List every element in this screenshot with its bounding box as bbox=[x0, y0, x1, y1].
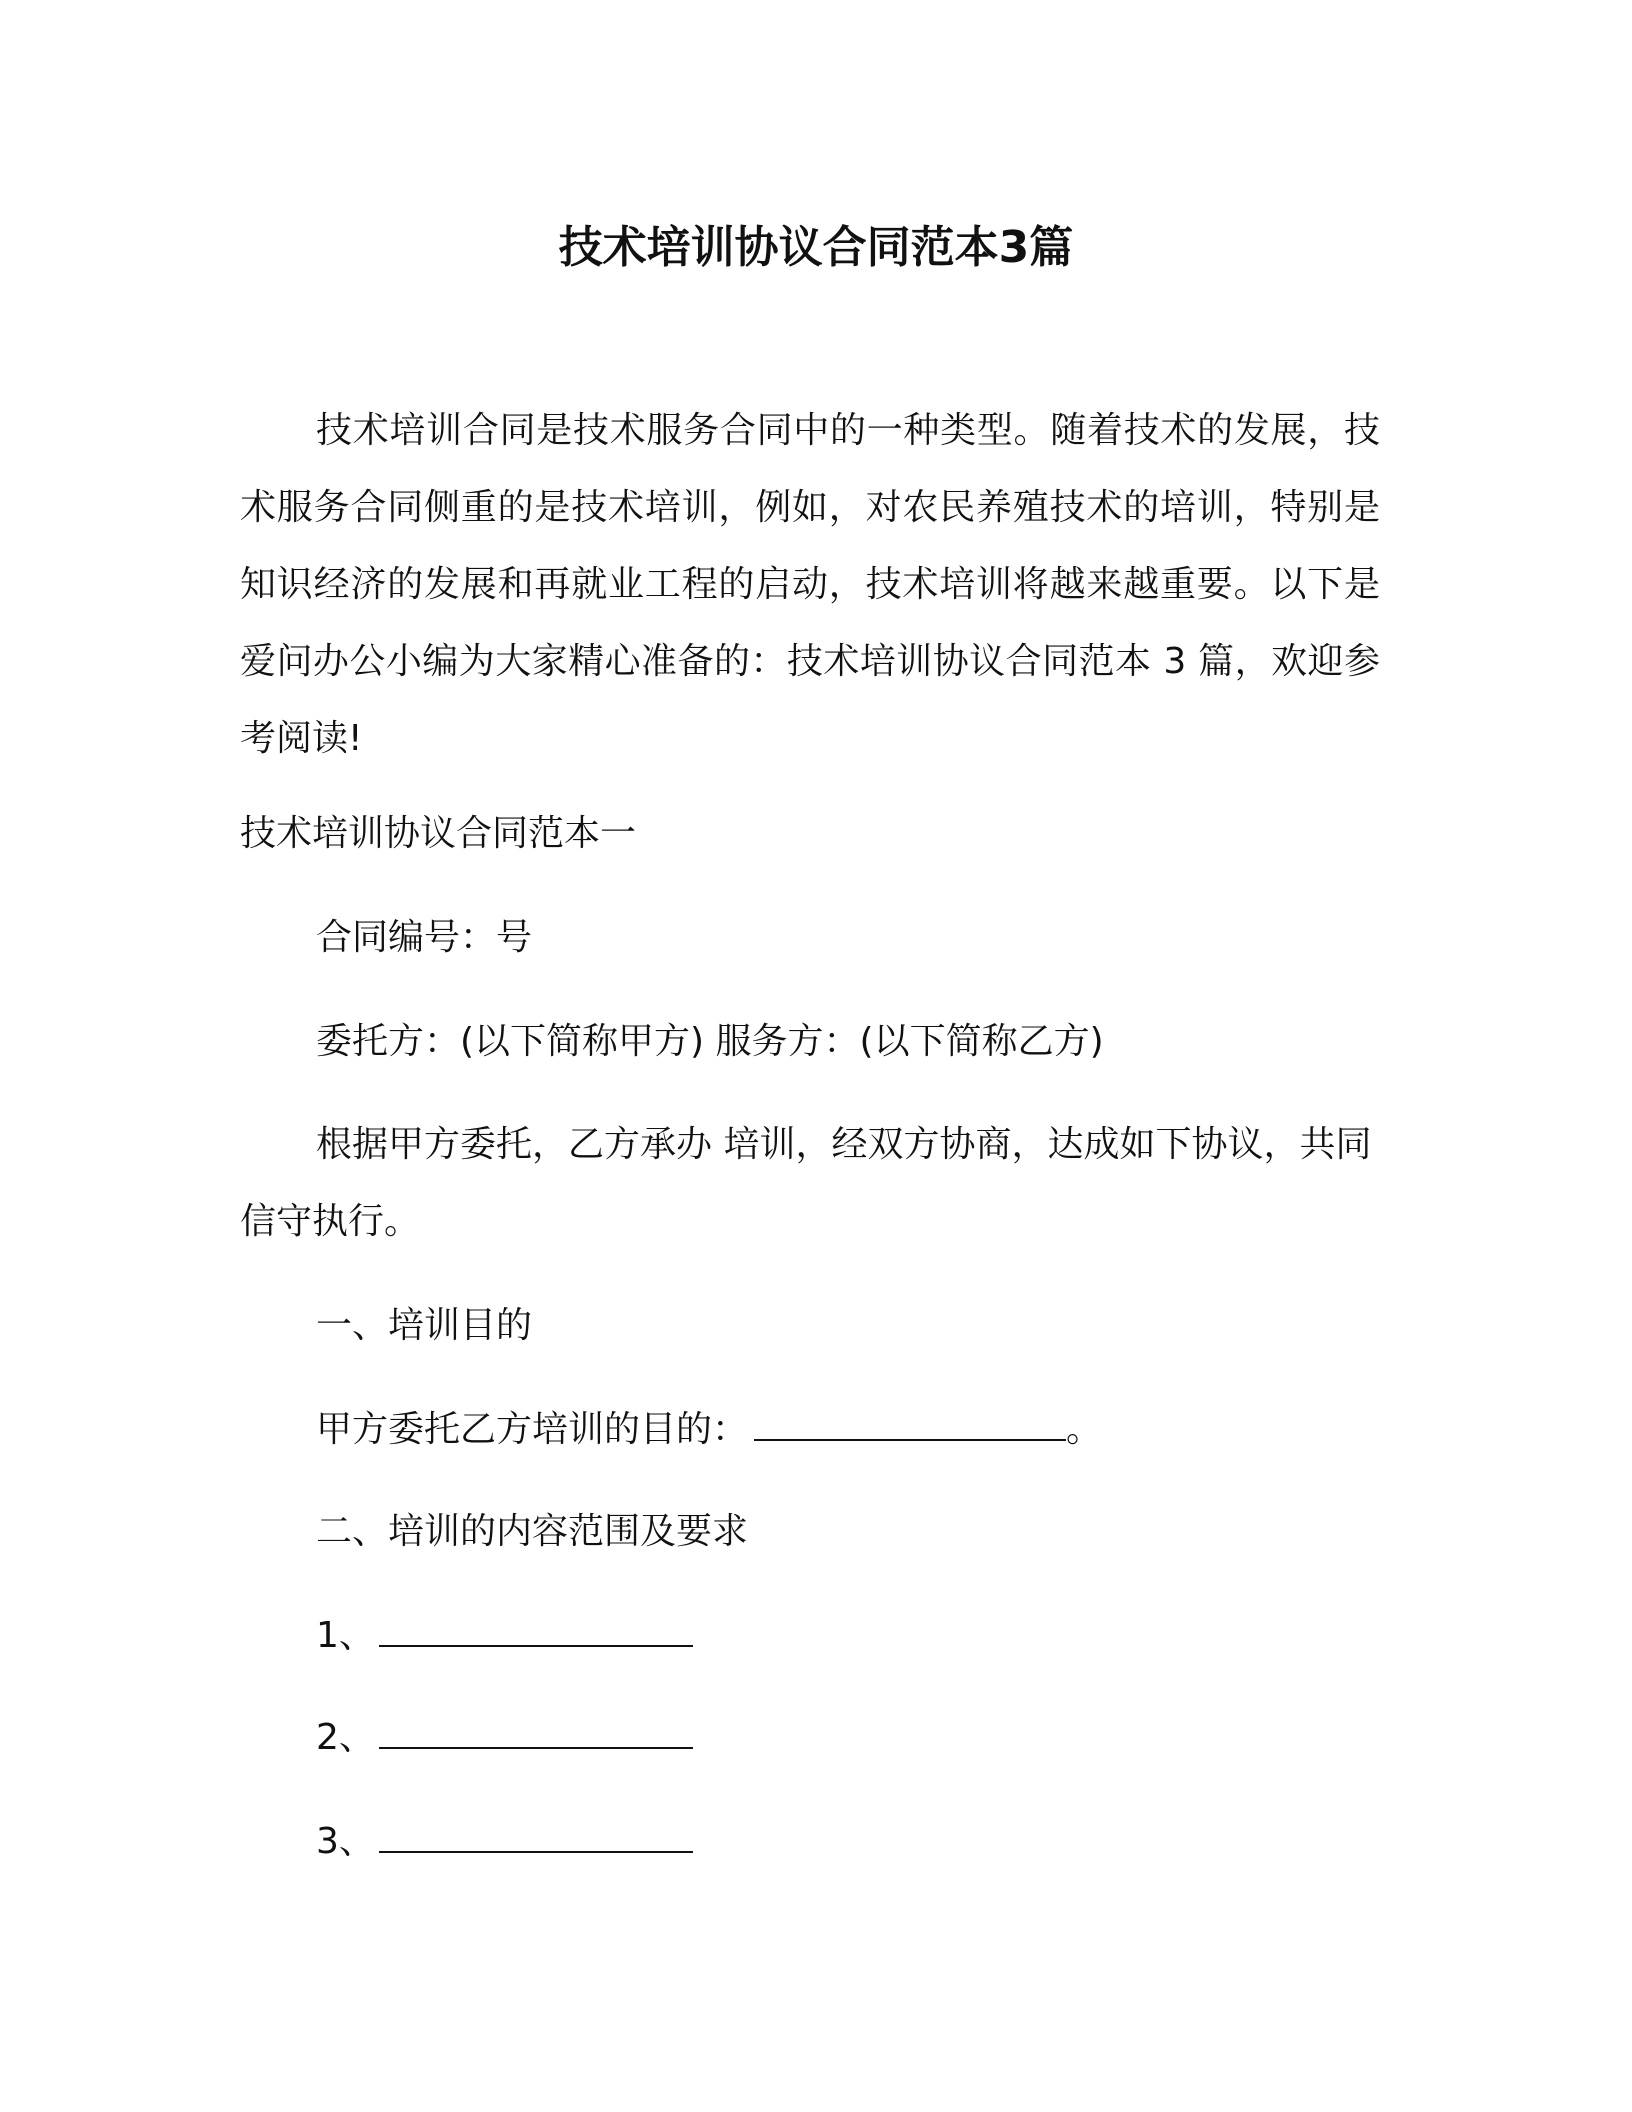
agreement-intro-paragraph: 根据甲方委托，乙方承办 培训，经双方协商，达成如下协议，共同信守执行。 bbox=[240, 1124, 1372, 1242]
list-item-number: 2、 bbox=[316, 1717, 375, 1758]
list-item-number: 3、 bbox=[316, 1821, 375, 1862]
parties-line: 委托方：(以下简称甲方) 服务方：(以下简称乙方) bbox=[316, 1021, 1104, 1062]
contract-number-line: 合同编号：号 bbox=[316, 917, 533, 958]
document-title: 技术培训协议合同范本3篇 bbox=[558, 222, 1074, 273]
list-item-fill-blank bbox=[379, 1821, 693, 1853]
purpose-fill-blank bbox=[754, 1409, 1066, 1441]
list-item-fill-blank bbox=[379, 1717, 693, 1749]
intro-paragraph: 技术培训合同是技术服务合同中的一种类型。随着技术的发展，技术服务合同侧重的是技术培训，例如，对农民养殖技术的培训，特别是知识经济的发展和再就业工程的启动，技术培训将越来越重要。以下是爱问办公小编为大家精心准备的：技术培训协议合同范本 3 篇，欢迎参考阅读! bbox=[240, 410, 1380, 759]
list-item bbox=[316, 1610, 693, 1662]
list-item bbox=[316, 1712, 693, 1764]
section-1-purpose-line bbox=[316, 1404, 1102, 1456]
sample-heading: 技术培训协议合同范本一 bbox=[240, 813, 637, 854]
section-1-heading: 一、培训目的 bbox=[316, 1305, 533, 1346]
list-item-number: 1、 bbox=[316, 1615, 375, 1656]
section-2-heading: 二、培训的内容范围及要求 bbox=[316, 1511, 749, 1552]
list-item-fill-blank bbox=[379, 1615, 693, 1647]
purpose-label: 甲方委托乙方培训的目的： bbox=[316, 1409, 749, 1450]
list-item bbox=[316, 1816, 693, 1868]
purpose-end-mark: 。 bbox=[1066, 1409, 1103, 1450]
